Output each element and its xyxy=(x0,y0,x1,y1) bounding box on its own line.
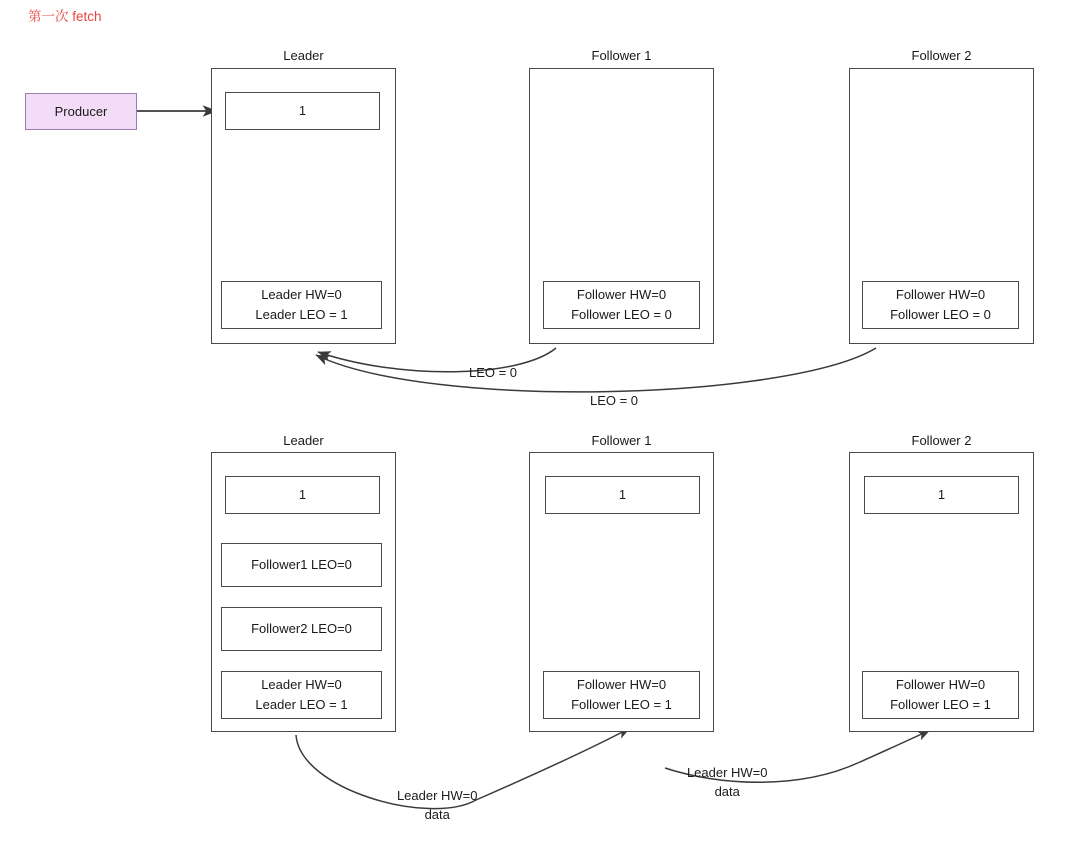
bottom-follower2-state xyxy=(862,671,1019,719)
top-follower2-hw: Follower HW=0 xyxy=(895,287,986,302)
bottom-follower2-message-text: 1 xyxy=(937,487,946,502)
bottom-edge-label-1 xyxy=(370,767,490,843)
bottom-leader-follower1-leo-text: Follower1 LEO=0 xyxy=(251,557,352,572)
top-follower2-label: Follower 2 xyxy=(911,48,972,63)
top-follower1-state xyxy=(543,281,700,329)
bottom-leader-message-text: 1 xyxy=(298,487,307,502)
top-leader-state xyxy=(221,281,382,329)
bottom-follower1-state xyxy=(543,671,700,719)
bottom-follower2-leo: Follower LEO = 1 xyxy=(890,697,991,712)
top-follower1-leo: Follower LEO = 0 xyxy=(571,307,672,322)
bottom-follower1-message xyxy=(545,476,700,514)
bottom-follower1-hw: Follower HW=0 xyxy=(576,677,667,692)
top-edge-label-1: LEO = 0 xyxy=(468,365,518,380)
top-follower1-label: Follower 1 xyxy=(591,48,652,63)
bottom-edge-label-2-line2: data xyxy=(714,784,740,799)
top-leader-leo: Leader LEO = 1 xyxy=(255,307,348,322)
bottom-leader-leo: Leader LEO = 1 xyxy=(255,697,348,712)
bottom-leader-follower2-leo-text: Follower2 LEO=0 xyxy=(251,621,352,636)
top-leader-hw: Leader HW=0 xyxy=(261,287,342,302)
top-leader-message xyxy=(225,92,380,130)
top-leader-message-text: 1 xyxy=(298,103,307,118)
bottom-leader-follower2-leo xyxy=(221,607,382,651)
bottom-edge-label-1-line1: Leader HW=0 xyxy=(396,788,478,803)
bottom-follower2-message xyxy=(864,476,1019,514)
top-leader-label: Leader xyxy=(283,48,324,63)
bottom-leader-message xyxy=(225,476,380,514)
diagram-title: 第一次 fetch xyxy=(28,9,102,24)
bottom-leader-follower1-leo xyxy=(221,543,382,587)
bottom-leader-hw: Leader HW=0 xyxy=(261,677,342,692)
top-follower2-state xyxy=(862,281,1019,329)
bottom-edge-label-2 xyxy=(660,744,780,820)
producer-box: Producer xyxy=(25,93,137,130)
bottom-follower2-label: Follower 2 xyxy=(911,433,972,448)
bottom-follower1-label: Follower 1 xyxy=(591,433,652,448)
bottom-edge-label-1-line2: data xyxy=(424,807,450,822)
bottom-edge-label-2-line1: Leader HW=0 xyxy=(686,765,768,780)
bottom-follower1-leo: Follower LEO = 1 xyxy=(571,697,672,712)
bottom-follower1-message-text: 1 xyxy=(618,487,627,502)
top-edge-label-2: LEO = 0 xyxy=(589,393,639,408)
bottom-leader-label: Leader xyxy=(283,433,324,448)
bottom-leader-state xyxy=(221,671,382,719)
bottom-follower2-hw: Follower HW=0 xyxy=(895,677,986,692)
top-follower1-hw: Follower HW=0 xyxy=(576,287,667,302)
top-follower2-leo: Follower LEO = 0 xyxy=(890,307,991,322)
